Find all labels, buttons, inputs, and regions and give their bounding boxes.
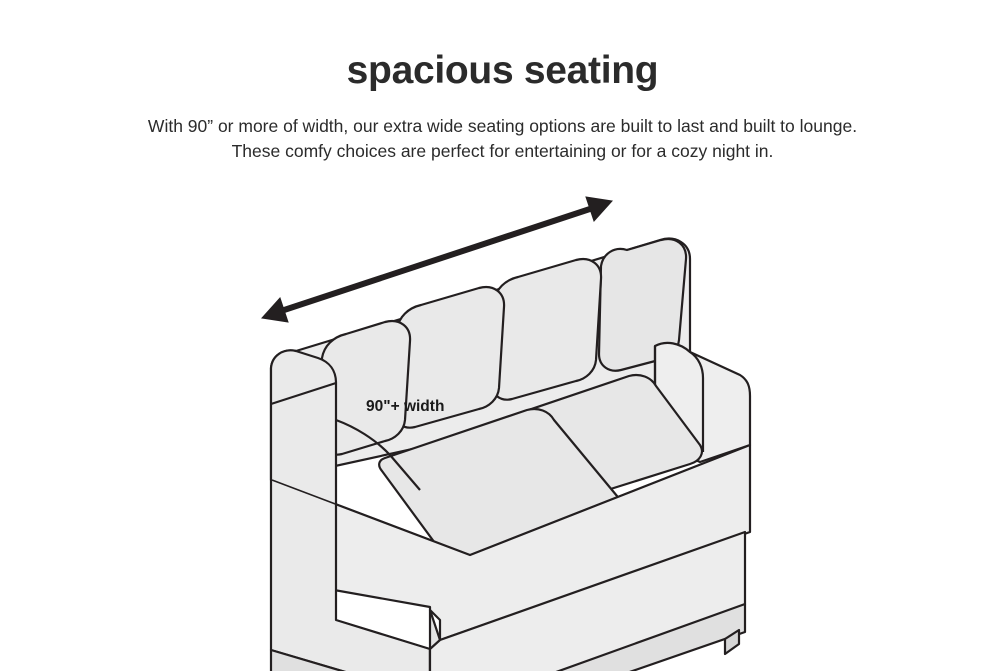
- page-subcopy: [0, 114, 1005, 165]
- sofa-illustration: [0, 180, 1005, 671]
- subcopy-line-1: With 90” or more of width, our extra wide seating options are built to last and built to lounge.: [147, 116, 858, 136]
- subcopy-line-2: These comfy choices are perfect for entertaining or for a cozy night in.: [231, 141, 774, 162]
- back-cushion-center-right: [491, 259, 601, 400]
- sofa-line-drawing-svg: [0, 180, 1005, 671]
- width-dimension-label: 90"+ width: [366, 398, 445, 415]
- page-title: spacious seating: [346, 49, 659, 92]
